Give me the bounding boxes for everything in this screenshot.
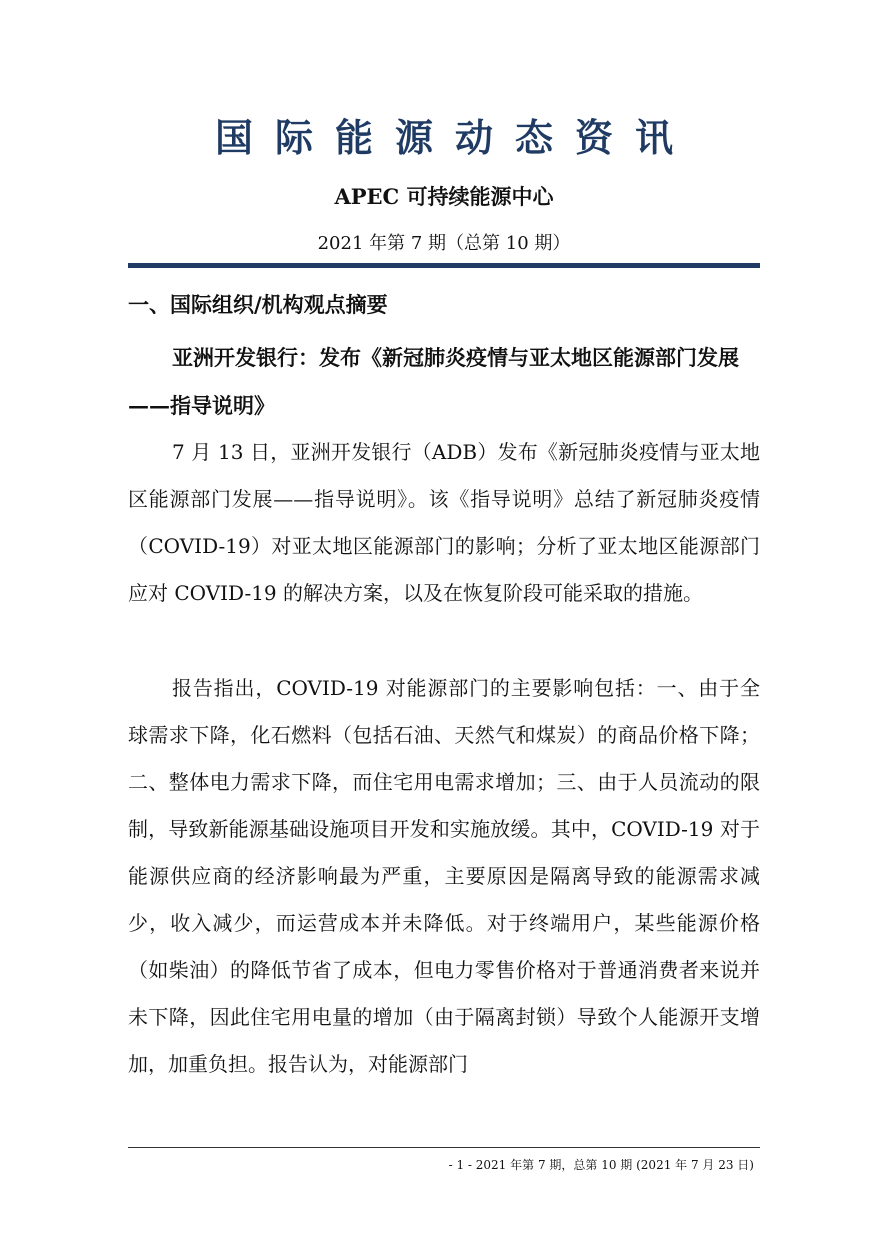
article-paragraph-2: 报告指出，COVID-19 对能源部门的主要影响包括：一、由于全球需求下降，化石燃料（包括石油、天然气和煤炭）的商品价格下降；二、整体电力需求下降，而住宅用电需求增加；三、由于人员流动的限制，导致新能源基础设施项目开发和实施放缓。其中，COVID-19 对于能源供应商的经济影响最为严重，主要原因是隔离导致的能源需求减少，收入减少，而运营成本并未降低。对于终端用户，某些能源价格（如柴油）的降低节省了成本，但电力零售价格对于普通消费者来说并未下降，因此住宅用电量的增加（由于隔离封锁）导致个人能源开支增加，加重负担。报告认为，对能源部门 bbox=[128, 676, 760, 1076]
page-footer: - 1 - 2021 年第 7 期，总第 10 期 (2021 年 7 月 23 日) bbox=[448, 1158, 754, 1172]
article-title: 亚洲开发银行：发布《新冠肺炎疫情与亚太地区能源部门发展——指导说明》 bbox=[128, 345, 739, 418]
section-heading: 一、国际组织/机构观点摘要 bbox=[128, 293, 388, 317]
organization-name: APEC 可持续能源中心 bbox=[334, 184, 554, 209]
footer-divider bbox=[128, 1147, 760, 1148]
article-paragraph-1: 7 月 13 日，亚洲开发银行（ADB）发布《新冠肺炎疫情与亚太地区能源部门发展——指导说明》。该《指导说明》总结了新冠肺炎疫情（COVID-19）对亚太地区能源部门的影响；分析了亚太地区能源部门应对 COVID-19 的解决方案，以及在恢复阶段可能采取的措施。 bbox=[128, 440, 760, 605]
header-divider bbox=[128, 263, 760, 268]
issue-number: 2021 年第 7 期（总第 10 期） bbox=[317, 233, 571, 254]
newsletter-title: 国际能源动态资讯 bbox=[214, 115, 695, 160]
